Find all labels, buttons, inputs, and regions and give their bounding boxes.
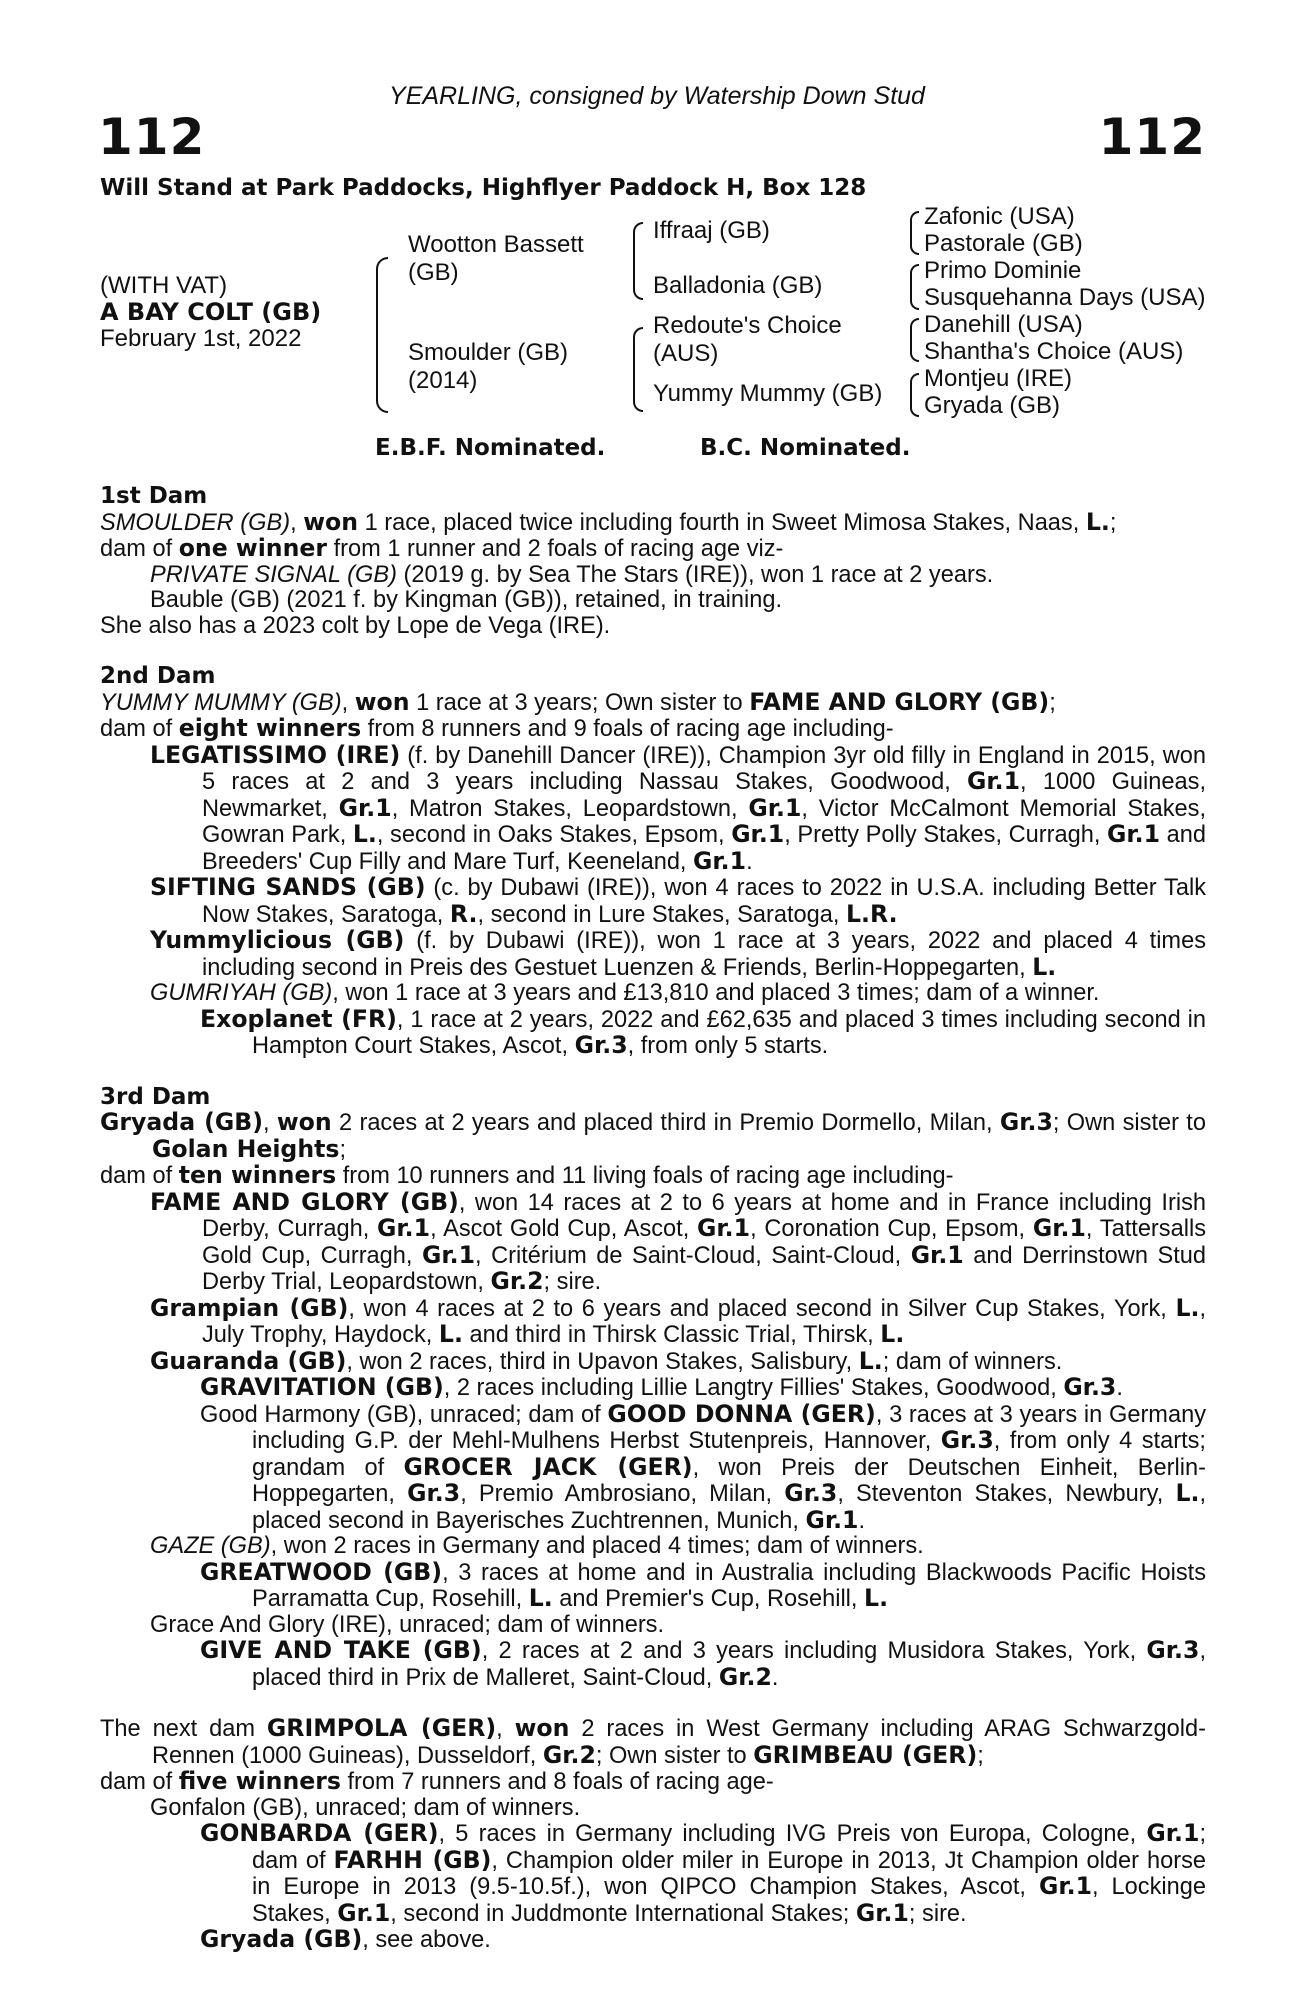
next-dam-produce-summary: dam of five winners from 7 runners and 8 foals of racing age-: [100, 1767, 774, 1795]
gg-sire-2: Primo Dominie: [924, 257, 1082, 284]
dam-year: (2014): [408, 367, 478, 394]
produce-entry: Grampian (GB), won 4 races at 2 to 6 years and placed second in Silver Cup Stakes, York, L., July Trophy, Haydock, L. and third in Thirsk Classic Trial, Thirsk, L.: [150, 1293, 1206, 1348]
produce-entry: SIFTING SANDS (GB) (c. by Dubawi (IRE)), won 4 races to 2022 in U.S.A. including Better Talk Now Stakes, Saratoga, R., second in Lure Stakes, Saratoga, L.R.: [150, 873, 1206, 928]
sire-sire: Iffraaj (GB): [653, 217, 770, 244]
second-dam-produce-summary: dam of eight winners from 8 runners and 9 foals of racing age including-: [100, 714, 894, 742]
produce-entry: Grace And Glory (IRE), unraced; dam of winners.: [150, 1611, 665, 1638]
stand-location: Will Stand at Park Paddocks, Highflyer Paddock H, Box 128: [100, 175, 867, 201]
produce-entry: GREATWOOD (GB), 3 races at home and in Australia including Blackwoods Pacific Hoists Parramatta Cup, Rosehill, L. and Premier's Cup, Rosehill, L.: [200, 1557, 1206, 1612]
first-dam-record: SMOULDER (GB), won 1 race, placed twice including fourth in Sweet Mimosa Stakes, Naas, L.;: [100, 507, 1117, 536]
produce-entry: Gryada (GB), see above.: [200, 1925, 491, 1953]
lot-title: A BAY COLT (GB): [100, 298, 322, 326]
gg-dam-3: Shantha's Choice (AUS): [924, 338, 1184, 365]
pedigree-brace-sire: [633, 222, 643, 300]
bc-nomination: B.C. Nominated.: [700, 435, 911, 461]
third-dam-produce-summary: dam of ten winners from 10 runners and 11 living foals of racing age including-: [100, 1161, 954, 1189]
produce-entry: GRAVITATION (GB), 2 races including Lillie Langtry Fillies' Stakes, Goodwood, Gr.3.: [200, 1373, 1123, 1401]
pedigree-brace-g4: [910, 373, 919, 417]
gg-sire-1: Zafonic (USA): [924, 203, 1075, 230]
produce-entry: Good Harmony (GB), unraced; dam of GOOD DONNA (GER), 3 races at 3 years in Germany including G.P. der Mehl-Mulhens Herbst Stutenpreis, Hannover, Gr.3, from only 4 starts; grandam of GROCER JACK (GER), won Preis der Deutschen Einheit, Berlin-Hoppegarten, Gr.3, Premio Ambrosiano, Milan, Gr.3, Steventon Stakes, Newbury, L., placed second in Bayerisches Zuchtrennen, Munich, Gr.1.: [200, 1399, 1206, 1534]
dam-name: Smoulder (GB): [408, 339, 569, 366]
produce-entry: Bauble (GB) (2021 f. by Kingman (GB)), retained, in training.: [150, 587, 783, 613]
dam-sire: Redoute's Choice: [653, 312, 842, 339]
gg-sire-3: Danehill (USA): [924, 311, 1083, 338]
third-dam-record: Gryada (GB), won 2 races at 2 years and placed third in Premio Dormello, Milan, Gr.3; Own sister to Golan Heights;: [100, 1108, 1206, 1163]
gg-dam-4: Gryada (GB): [924, 392, 1061, 419]
vat-note: (WITH VAT): [100, 272, 228, 299]
gg-dam-2: Susquehanna Days (USA): [924, 284, 1206, 311]
second-dam-record: YUMMY MUMMY (GB), won 1 race at 3 years; Own sister to FAME AND GLORY (GB);: [100, 687, 1056, 716]
pedigree-brace-dam: [633, 327, 643, 412]
gg-sire-4: Montjeu (IRE): [924, 365, 1073, 392]
pedigree-brace-g1: [910, 211, 919, 255]
gg-dam-1: Pastorale (GB): [924, 230, 1083, 257]
produce-entry: GUMRIYAH (GB), won 1 race at 3 years and £13,810 and placed 3 times; dam of a winner.: [150, 980, 1100, 1006]
produce-entry: GONBARDA (GER), 5 races in Germany including IVG Preis von Europa, Cologne, Gr.1; dam of FARHH (GB), Champion older miler in Europe in 2013, Jt Champion older horse in Europe in 2013 (9.5-10.5f.), won QIPCO Champion Stakes, Ascot, Gr.1, Lockinge Stakes, Gr.1, second in Juddmonte International Stakes; Gr.1; sire.: [200, 1819, 1207, 1927]
second-dam-heading: 2nd Dam: [100, 663, 216, 689]
sire-dam: Balladonia (GB): [653, 272, 823, 299]
first-dam-note: She also has a 2023 colt by Lope de Vega (IRE).: [100, 612, 611, 639]
produce-entry: PRIVATE SIGNAL (GB) (2019 g. by Sea The Stars (IRE)), won 1 race at 2 years.: [150, 561, 994, 588]
produce-entry: Yummylicious (GB) (f. by Dubawi (IRE)), won 1 race at 3 years, 2022 and placed 4 times including second in Preis des Gestuet Luenzen & Friends, Berlin-Hoppegarten, L.: [150, 926, 1207, 981]
next-dam-record: The next dam GRIMPOLA (GER), won 2 races in West Germany including ARAG Schwarzgold-Rennen (1000 Guineas), Dusseldorf, Gr.2; Own sister to GRIMBEAU (GER);: [100, 1714, 1206, 1769]
pedigree-brace-g3: [910, 318, 919, 362]
ebf-nomination: E.B.F. Nominated.: [375, 435, 606, 461]
foaling-date: February 1st, 2022: [100, 325, 302, 352]
dam-dam: Yummy Mummy (GB): [653, 380, 883, 407]
consignor-line: YEARLING, consigned by Watership Down Stud: [389, 82, 925, 110]
third-dam-heading: 3rd Dam: [100, 1083, 211, 1110]
dam-name: SMOULDER (GB): [100, 509, 291, 536]
first-dam-heading: 1st Dam: [100, 483, 208, 509]
first-dam-produce-summary: dam of one winner from 1 runner and 2 foals of racing age viz-: [100, 534, 784, 562]
produce-entry: Guaranda (GB), won 2 races, third in Upavon Stakes, Salisbury, L.; dam of winners.: [150, 1346, 1063, 1375]
produce-entry: GIVE AND TAKE (GB), 2 races at 2 and 3 years including Musidora Stakes, York, Gr.3, placed third in Prix de Malleret, Saint-Cloud, Gr.2.: [200, 1636, 1206, 1691]
produce-entry: LEGATISSIMO (IRE) (f. by Danehill Dancer (IRE)), Champion 3yr old filly in England in 2015, won 5 races at 2 and 3 years including Nassau Stakes, Goodwood, Gr.1, 1000 Guineas, Newmarket, Gr.1, Matron Stakes, Leopardstown, Gr.1, Victor McCalmont Memorial Stakes, Gowran Park, L., second in Oaks Stakes, Epsom, Gr.1, Pretty Polly Stakes, Curragh, Gr.1 and Breeders' Cup Filly and Mare Turf, Keeneland, Gr.1.: [150, 740, 1207, 875]
pedigree-brace-g2: [910, 264, 919, 310]
produce-entry: Gonfalon (GB), unraced; dam of winners.: [150, 1794, 581, 1821]
catalogue-page-body: [100, 484, 1206, 1954]
lot-number-right: 112: [1098, 108, 1206, 166]
pedigree-brace-main: [376, 257, 388, 413]
sire-country: (GB): [408, 259, 459, 286]
produce-entry: GAZE (GB), won 2 races in Germany and placed 4 times; dam of winners.: [150, 1533, 924, 1559]
produce-entry: Exoplanet (FR), 1 race at 2 years, 2022 and £62,635 and placed 3 times including second in Hampton Court Stakes, Ascot, Gr.3, from only 5 starts.: [200, 1004, 1206, 1059]
produce-entry: FAME AND GLORY (GB), won 14 races at 2 to 6 years at home and in France including Irish Derby, Curragh, Gr.1, Ascot Gold Cup, Ascot, Gr.1, Coronation Cup, Epsom, Gr.1, Tattersalls Gold Cup, Curragh, Gr.1, Critérium de Saint-Cloud, Saint-Cloud, Gr.1 and Derrinstown Stud Derby Trial, Leopardstown, Gr.2; sire.: [150, 1187, 1207, 1295]
sire-name: Wootton Bassett: [408, 231, 584, 258]
lot-number-left: 112: [98, 108, 206, 166]
dam-sire-country: (AUS): [653, 340, 719, 367]
